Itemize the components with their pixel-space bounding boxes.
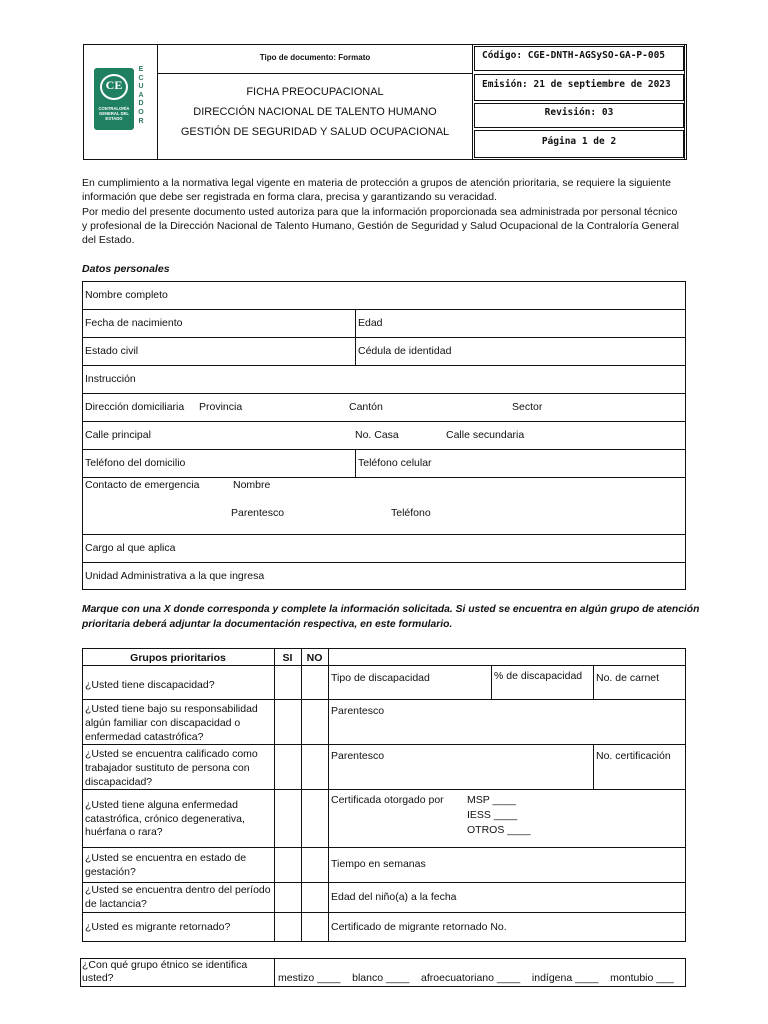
section-heading: Datos personales: [82, 263, 170, 275]
contacto-nombre-label: Nombre: [233, 479, 271, 491]
telefono-celular-label: Teléfono celular: [358, 457, 432, 469]
intro-text: del Estado.: [82, 234, 135, 246]
col-header-no: NO: [306, 652, 323, 664]
question-grupo-etnico: ¿Con qué grupo étnico se identifica: [82, 959, 248, 971]
otros-option: OTROS ____: [467, 824, 531, 836]
direccion-label: Dirección domiciliaria: [85, 401, 185, 413]
row-divider: [82, 847, 686, 848]
certificacion-label: No. certificación: [596, 750, 671, 762]
doc-type: Tipo de documento: Formato: [259, 53, 371, 62]
row-divider: [82, 912, 686, 913]
doc-page: Página 1 de 2: [541, 136, 617, 147]
sector-label: Sector: [512, 401, 543, 413]
tipo-discapacidad-label: Tipo de discapacidad: [331, 672, 430, 684]
instruccion-label: Instrucción: [85, 373, 136, 385]
instructions-text: Marque con una X donde corresponda y complete la información solicitada. Si usted se encuentra en algún grupo de atención: [82, 604, 700, 615]
row-divider: [82, 882, 686, 883]
parentesco-label: Parentesco: [331, 750, 385, 762]
question-gestacion: gestación?: [85, 866, 136, 878]
question-grupo-etnico: usted?: [82, 972, 114, 984]
row-divider: [82, 744, 686, 745]
col-header-grupos: Grupos prioritarios: [130, 652, 226, 664]
msp-option: MSP ____: [467, 794, 516, 806]
doc-title: FICHA PREOCUPACIONAL: [246, 86, 384, 98]
intro-text: Por medio del presente documento usted autoriza para que la información proporcionada sea administrada por personal técnico: [82, 206, 678, 218]
doc-title-line3: GESTIÓN DE SEGURIDAD Y SALUD OCUPACIONAL: [180, 126, 450, 138]
certificada-label: Certificada otorgado por: [331, 794, 444, 806]
row-divider: [82, 337, 686, 338]
col-divider: [355, 449, 356, 477]
question-trabajador-sustituto: trabajador sustituto de persona con: [85, 762, 250, 774]
parentesco-label: Parentesco: [331, 705, 385, 717]
col-divider: [274, 958, 275, 987]
intro-text: información que debe ser registrada en forma clara, precisa y garantizando su veracidad.: [82, 191, 497, 203]
row-divider: [82, 665, 686, 666]
question-familiar-discapacidad: enfermedad catastrófica?: [85, 731, 204, 743]
row-divider: [82, 365, 686, 366]
col-divider: [491, 665, 492, 699]
question-migrante: ¿Usted es migrante retornado?: [85, 921, 231, 933]
col-divider: [593, 665, 594, 699]
row-divider: [82, 562, 686, 563]
row-divider: [82, 309, 686, 310]
row-divider: [82, 789, 686, 790]
question-enfermedad: catastrófica, crónico degenerativa,: [85, 813, 245, 825]
logo-mark: CE: [105, 78, 123, 92]
question-gestacion: ¿Usted se encuentra en estado de: [85, 852, 247, 864]
question-lactancia: de lactancia?: [85, 898, 147, 910]
edad-nino-label: Edad del niño(a) a la fecha: [331, 891, 457, 903]
question-trabajador-sustituto: discapacidad?: [85, 776, 153, 788]
logo-side-text: E C U A D O R: [138, 66, 144, 125]
canton-label: Cantón: [349, 401, 383, 413]
intro-text: y profesional de la Dirección Nacional de Talento Humano, Gestión de Seguridad y Salud Ocupacional de la Contraloría General: [82, 220, 679, 232]
question-enfermedad: ¿Usted tiene alguna enfermedad: [85, 799, 238, 811]
edad-label: Edad: [358, 317, 383, 329]
ethnic-options: mestizo ____ blanco ____ afroecuatoriano ____ indígena ____ montubio ___: [278, 972, 674, 984]
contacto-emergencia-label: Contacto de emergencia: [85, 479, 200, 491]
question-familiar-discapacidad: ¿Usted tiene bajo su responsabilidad: [85, 703, 258, 715]
doc-code: Código: CGE-DNTH-AGSySO-GA-P-005: [482, 50, 666, 61]
calle-secundaria-label: Calle secundaria: [446, 429, 525, 441]
cargo-label: Cargo al que aplica: [85, 542, 176, 554]
question-lactancia: ¿Usted se encuentra dentro del período: [85, 884, 271, 896]
doc-revision: Revisión: 03: [544, 107, 614, 118]
doc-title-line2: DIRECCIÓN NACIONAL DE TALENTO HUMANO: [193, 106, 437, 118]
doc-emision: Emisión: 21 de septiembre de 2023: [482, 79, 671, 90]
unidad-label: Unidad Administrativa a la que ingresa: [85, 570, 265, 582]
row-divider: [82, 534, 686, 535]
cedula-label: Cédula de identidad: [358, 345, 452, 357]
question-trabajador-sustituto: ¿Usted se encuentra calificado como: [85, 748, 258, 760]
col-header-si: SI: [282, 652, 293, 664]
row-divider: [82, 421, 686, 422]
porcentaje-discapacidad-label: % de discapacidad: [494, 670, 583, 682]
header-divider: [157, 73, 473, 74]
row-divider: [82, 699, 686, 700]
col-divider: [274, 648, 275, 942]
calle-principal-label: Calle principal: [85, 429, 151, 441]
contacto-parentesco-label: Parentesco: [231, 507, 285, 519]
intro-text: En cumplimiento a la normativa legal vigente en materia de protección a grupos de atención prioritaria, se requiere la siguiente: [82, 177, 671, 189]
telefono-domicilio-label: Teléfono del domicilio: [85, 457, 186, 469]
header-divider: [684, 44, 685, 160]
col-divider: [593, 744, 594, 789]
nombre-label: Nombre completo: [85, 289, 168, 301]
row-divider: [82, 449, 686, 450]
contacto-telefono-label: Teléfono: [391, 507, 431, 519]
instructions-text: prioritaria deberá adjuntar la documentación respectiva, en este formulario.: [82, 619, 453, 630]
row-divider: [82, 393, 686, 394]
col-divider: [355, 309, 356, 365]
tiempo-semanas-label: Tiempo en semanas: [331, 858, 426, 870]
no-casa-label: No. Casa: [355, 429, 399, 441]
fecha-nacimiento-label: Fecha de nacimiento: [85, 317, 183, 329]
col-divider: [301, 648, 302, 942]
iess-option: IESS ____: [467, 809, 518, 821]
contraloria-logo: [94, 68, 134, 130]
certificado-migrante-label: Certificado de migrante retornado No.: [331, 921, 507, 933]
estado-civil-label: Estado civil: [85, 345, 139, 357]
row-divider: [82, 477, 686, 478]
logo-caption: CONTRALORÍA GENERAL DEL ESTADO: [98, 106, 130, 121]
provincia-label: Provincia: [199, 401, 243, 413]
question-familiar-discapacidad: algún familiar con discapacidad o: [85, 717, 241, 729]
carnet-label: No. de carnet: [596, 672, 660, 684]
question-discapacidad: ¿Usted tiene discapacidad?: [85, 679, 215, 691]
question-enfermedad: huérfana o rara?: [85, 826, 163, 838]
col-divider: [328, 648, 329, 942]
